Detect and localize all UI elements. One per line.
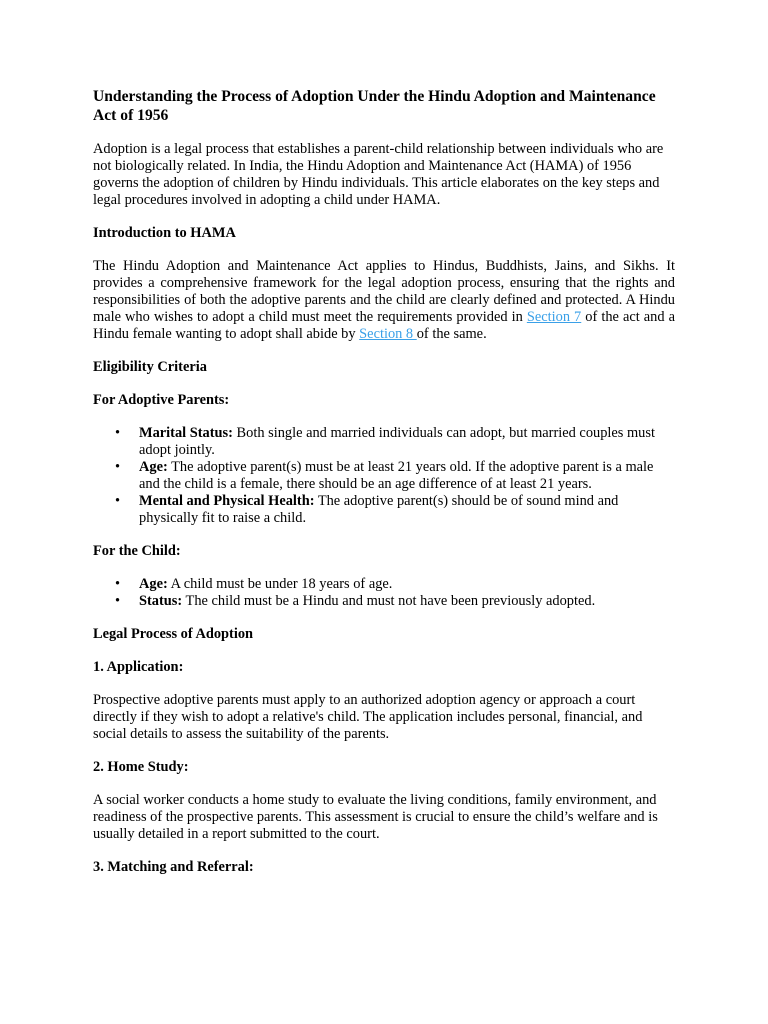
intro-paragraph: Adoption is a legal process that establishes a parent-child relationship between individuals who are not biologically related. In India, the Hindu Adoption and Maintenance Act (HAMA) of 1956 governs the adoption of children by Hindu individuals. This article elaborates on the key steps and legal procedures involved in adopting a child under HAMA.	[93, 141, 664, 208]
list-item-text: The adoptive parent(s) must be at least 21 years old. If the adoptive parent is a male and the child is a female, there should be an age difference of at least 21 years.	[139, 459, 654, 492]
section-8-link[interactable]: Section 8	[359, 326, 417, 342]
bullet-icon: •	[115, 576, 121, 592]
list-item-label: Marital Status:	[139, 425, 233, 441]
list-item-text: A child must be under 18 years of age.	[167, 576, 393, 592]
step-3-heading: 3. Matching and Referral:	[93, 859, 254, 875]
child-heading: For the Child:	[93, 543, 181, 559]
bullet-icon: •	[115, 493, 121, 509]
document-title: Understanding the Process of Adoption Under the Hindu Adoption and Maintenance Act of 1956	[93, 88, 656, 124]
list-item-text: The adoptive parent(s) should be of sound mind and physically fit to raise a child.	[139, 493, 619, 526]
step-2-paragraph: A social worker conducts a home study to evaluate the living conditions, family environment, and readiness of the prospective parents. This assessment is crucial to ensure the child’s welfare and is usually detailed in a report submitted to the court.	[93, 792, 658, 842]
list-item-label: Age:	[139, 576, 168, 592]
section-7-link[interactable]: Section 7	[526, 309, 582, 325]
list-item	[93, 459, 675, 493]
child-list	[93, 576, 675, 610]
step-1-paragraph: Prospective adoptive parents must apply to an authorized adoption agency or approach a court directly if they wish to adopt a relative's child. The application includes personal, financial, and social details to assess the suitability of the parents.	[93, 692, 643, 742]
list-item	[93, 425, 675, 459]
hama-heading: Introduction to HAMA	[93, 225, 236, 241]
bullet-icon: •	[115, 459, 121, 475]
hama-text-after: of the same.	[416, 326, 487, 342]
hama-text-before: The Hindu Adoption and Maintenance Act applies to Hindus, Buddhists, Jains, and Sikhs. It provides a comprehensive framework for the legal adoption process, ensuring that the rights and responsibilities of both the adoptive parents and the child are clearly defined and protected. A Hindu male who wishes to adopt a child must meet the requirements provided in	[93, 258, 675, 325]
list-item-label: Age:	[139, 459, 168, 475]
list-item	[93, 593, 675, 610]
adoptive-parents-heading: For Adoptive Parents:	[93, 392, 230, 408]
legal-process-heading: Legal Process of Adoption	[93, 626, 254, 642]
step-1-heading: 1. Application:	[93, 659, 184, 675]
list-item-label: Mental and Physical Health:	[139, 493, 315, 509]
bullet-icon: •	[115, 425, 121, 441]
list-item-text: Both single and married individuals can adopt, but married couples must adopt jointly.	[139, 425, 655, 458]
list-item-label: Status:	[139, 593, 183, 609]
step-2-heading: 2. Home Study:	[93, 759, 189, 775]
bullet-icon: •	[115, 593, 121, 609]
hama-text-middle: of the act and a Hindu female wanting to adopt shall abide by	[93, 309, 675, 342]
list-item	[93, 493, 675, 527]
adoptive-parents-list	[93, 425, 675, 527]
eligibility-heading: Eligibility Criteria	[93, 359, 207, 375]
list-item-text: The child must be a Hindu and must not have been previously adopted.	[182, 593, 596, 609]
list-item	[93, 576, 675, 593]
document-page	[93, 87, 675, 876]
hama-paragraph	[93, 258, 675, 343]
